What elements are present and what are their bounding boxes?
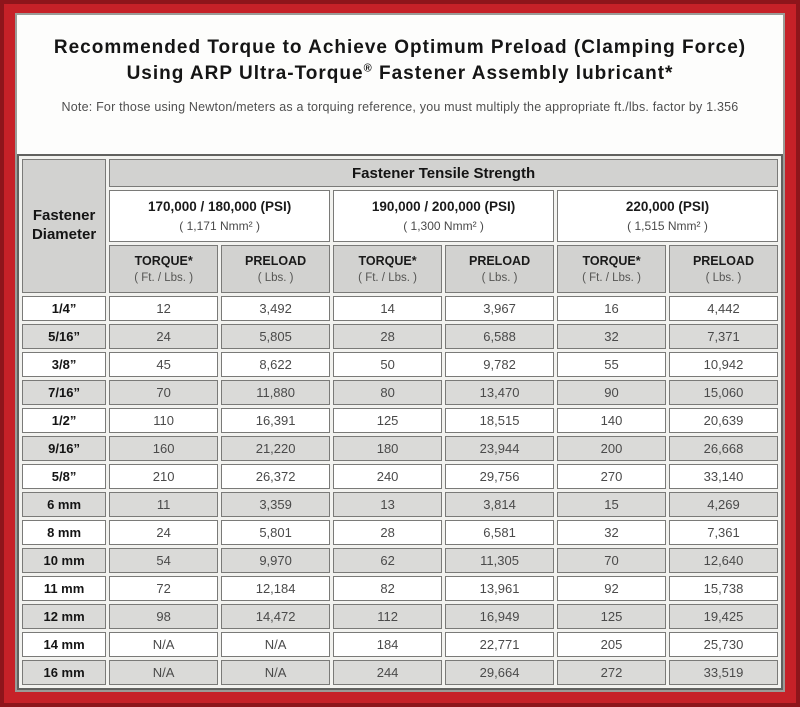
cell-value: 210 <box>109 464 218 489</box>
cell-value: 15,738 <box>669 576 778 601</box>
cell-value: 272 <box>557 660 666 685</box>
cell-diameter: 1/2” <box>22 408 106 433</box>
cell-value: 6,588 <box>445 324 554 349</box>
cell-diameter: 11 mm <box>22 576 106 601</box>
torque-unit: ( Ft. / Lbs. ) <box>582 272 641 284</box>
cell-value: 11,305 <box>445 548 554 573</box>
cell-value: 8,622 <box>221 352 330 377</box>
cell-value: 7,361 <box>669 520 778 545</box>
header-row-strength-groups <box>22 190 778 242</box>
cell-value: 125 <box>557 604 666 629</box>
table-row <box>22 520 778 545</box>
cell-value: 50 <box>333 352 442 377</box>
cell-value: 205 <box>557 632 666 657</box>
cell-value: 70 <box>109 380 218 405</box>
torque-label: TORQUE* <box>582 254 641 268</box>
cell-value: 184 <box>333 632 442 657</box>
cell-value: 9,782 <box>445 352 554 377</box>
strength-group-190-200 <box>333 190 554 242</box>
title-line2-pre: Using ARP Ultra-Torque <box>126 62 364 84</box>
preload-label: PRELOAD <box>245 254 307 268</box>
table-row <box>22 436 778 461</box>
cell-value: 10,942 <box>669 352 778 377</box>
cell-value: 24 <box>109 520 218 545</box>
cell-value: 7,371 <box>669 324 778 349</box>
page-title-line1: Recommended Torque to Achieve Optimum Preload (Clamping Force) <box>53 37 747 58</box>
cell-value: 12,184 <box>221 576 330 601</box>
cell-value: 92 <box>557 576 666 601</box>
cell-value: 16,949 <box>445 604 554 629</box>
cell-value: 28 <box>333 324 442 349</box>
title-area <box>17 15 783 114</box>
cell-value: 16 <box>557 296 666 321</box>
cell-value: 32 <box>557 520 666 545</box>
cell-value: 16,391 <box>221 408 330 433</box>
cell-value: 140 <box>557 408 666 433</box>
torque-label: TORQUE* <box>358 254 417 268</box>
cell-value: 23,944 <box>445 436 554 461</box>
torque-header-3 <box>557 245 666 293</box>
cell-diameter: 14 mm <box>22 632 106 657</box>
cell-value: 21,220 <box>221 436 330 461</box>
cell-value: 11 <box>109 492 218 517</box>
cell-value: 4,269 <box>669 492 778 517</box>
cell-value: 3,359 <box>221 492 330 517</box>
cell-value: 6,581 <box>445 520 554 545</box>
cell-value: 24 <box>109 324 218 349</box>
cell-value: 180 <box>333 436 442 461</box>
table-row <box>22 660 778 685</box>
table-row <box>22 632 778 657</box>
cell-value: 13,470 <box>445 380 554 405</box>
cell-value: 240 <box>333 464 442 489</box>
preload-header-3 <box>669 245 778 293</box>
cell-value: 270 <box>557 464 666 489</box>
cell-value: 244 <box>333 660 442 685</box>
cell-diameter: 12 mm <box>22 604 106 629</box>
cell-value: 33,519 <box>669 660 778 685</box>
cell-value: N/A <box>109 660 218 685</box>
group1-psi: 170,000 / 180,000 (PSI) <box>147 199 292 214</box>
cell-value: N/A <box>221 660 330 685</box>
cell-value: 20,639 <box>669 408 778 433</box>
corner-label-line2: Diameter <box>31 226 97 243</box>
cell-diameter: 7/16” <box>22 380 106 405</box>
cell-value: 80 <box>333 380 442 405</box>
cell-value: 70 <box>557 548 666 573</box>
tensile-strength-header: Fastener Tensile Strength <box>109 159 778 187</box>
group3-nmm: ( 1,515 Nmm² ) <box>627 219 708 233</box>
cell-value: 54 <box>109 548 218 573</box>
table-row <box>22 324 778 349</box>
table-row <box>22 492 778 517</box>
cell-value: 200 <box>557 436 666 461</box>
cell-value: 160 <box>109 436 218 461</box>
preload-label: PRELOAD <box>468 254 531 268</box>
table-wrap <box>17 154 783 690</box>
cell-value: 3,814 <box>445 492 554 517</box>
corner-header-fastener-diameter <box>22 159 106 293</box>
cell-diameter: 3/8” <box>22 352 106 377</box>
strength-group-170-180 <box>109 190 330 242</box>
cell-value: 98 <box>109 604 218 629</box>
cell-value: 14,472 <box>221 604 330 629</box>
table-row <box>22 296 778 321</box>
cell-diameter: 9/16” <box>22 436 106 461</box>
table-row <box>22 548 778 573</box>
table-row <box>22 464 778 489</box>
cell-value: 4,442 <box>669 296 778 321</box>
preload-unit: ( Lbs. ) <box>481 272 518 284</box>
preload-label: PRELOAD <box>692 254 755 268</box>
cell-value: 5,805 <box>221 324 330 349</box>
cell-diameter: 5/8” <box>22 464 106 489</box>
page-title-line2 <box>25 61 775 87</box>
cell-value: 5,801 <box>221 520 330 545</box>
preload-unit: ( Lbs. ) <box>705 272 742 284</box>
cell-value: 125 <box>333 408 442 433</box>
torque-unit: ( Ft. / Lbs. ) <box>358 272 417 284</box>
header-row-torque-preload <box>22 245 778 293</box>
strength-group-220 <box>557 190 778 242</box>
cell-value: 12,640 <box>669 548 778 573</box>
preload-header-2 <box>445 245 554 293</box>
cell-value: 26,372 <box>221 464 330 489</box>
group3-psi: 220,000 (PSI) <box>625 199 710 214</box>
torque-header-1 <box>109 245 218 293</box>
cell-value: 13 <box>333 492 442 517</box>
cell-value: N/A <box>109 632 218 657</box>
cell-value: 26,668 <box>669 436 778 461</box>
group2-nmm: ( 1,300 Nmm² ) <box>403 219 484 233</box>
registered-mark: ® <box>363 62 373 75</box>
cell-value: 90 <box>557 380 666 405</box>
group1-nmm: ( 1,171 Nmm² ) <box>179 219 260 233</box>
torque-table <box>17 154 783 690</box>
table-row <box>22 380 778 405</box>
cell-value: 25,730 <box>669 632 778 657</box>
table-row <box>22 604 778 629</box>
table-body <box>22 296 778 685</box>
corner-label-line1: Fastener <box>32 207 96 225</box>
cell-value: 3,967 <box>445 296 554 321</box>
cell-diameter: 8 mm <box>22 520 106 545</box>
cell-value: 28 <box>333 520 442 545</box>
torque-label: TORQUE* <box>134 254 193 268</box>
conversion-note: Note: For those using Newton/meters as a torquing reference, you must multiply the appropriate ft./lbs. factor by 1.356 <box>61 100 739 115</box>
cell-value: 19,425 <box>669 604 778 629</box>
cell-value: 29,664 <box>445 660 554 685</box>
cell-diameter: 6 mm <box>22 492 106 517</box>
group2-psi: 190,000 / 200,000 (PSI) <box>371 199 516 214</box>
cell-value: 32 <box>557 324 666 349</box>
table-row <box>22 576 778 601</box>
cell-value: 29,756 <box>445 464 554 489</box>
cell-value: 33,140 <box>669 464 778 489</box>
cell-value: 45 <box>109 352 218 377</box>
cell-value: 82 <box>333 576 442 601</box>
cell-value: 12 <box>109 296 218 321</box>
cell-diameter: 16 mm <box>22 660 106 685</box>
cell-diameter: 1/4” <box>22 296 106 321</box>
cell-value: 15,060 <box>669 380 778 405</box>
cell-value: N/A <box>221 632 330 657</box>
header-row-tensile <box>22 159 778 187</box>
table-row <box>22 408 778 433</box>
preload-unit: ( Lbs. ) <box>257 272 294 284</box>
cell-value: 112 <box>333 604 442 629</box>
cell-value: 14 <box>333 296 442 321</box>
cell-value: 13,961 <box>445 576 554 601</box>
cell-value: 9,970 <box>221 548 330 573</box>
cell-value: 110 <box>109 408 218 433</box>
cell-value: 22,771 <box>445 632 554 657</box>
document-panel <box>15 13 785 692</box>
preload-header-1 <box>221 245 330 293</box>
cell-value: 72 <box>109 576 218 601</box>
cell-value: 3,492 <box>221 296 330 321</box>
table-row <box>22 352 778 377</box>
cell-value: 18,515 <box>445 408 554 433</box>
cell-diameter: 5/16” <box>22 324 106 349</box>
title-line2-post: Fastener Assembly lubricant* <box>372 62 674 84</box>
torque-header-2 <box>333 245 442 293</box>
cell-diameter: 10 mm <box>22 548 106 573</box>
torque-unit: ( Ft. / Lbs. ) <box>134 272 194 284</box>
cell-value: 11,880 <box>221 380 330 405</box>
cell-value: 55 <box>557 352 666 377</box>
cell-value: 62 <box>333 548 442 573</box>
cell-value: 15 <box>557 492 666 517</box>
